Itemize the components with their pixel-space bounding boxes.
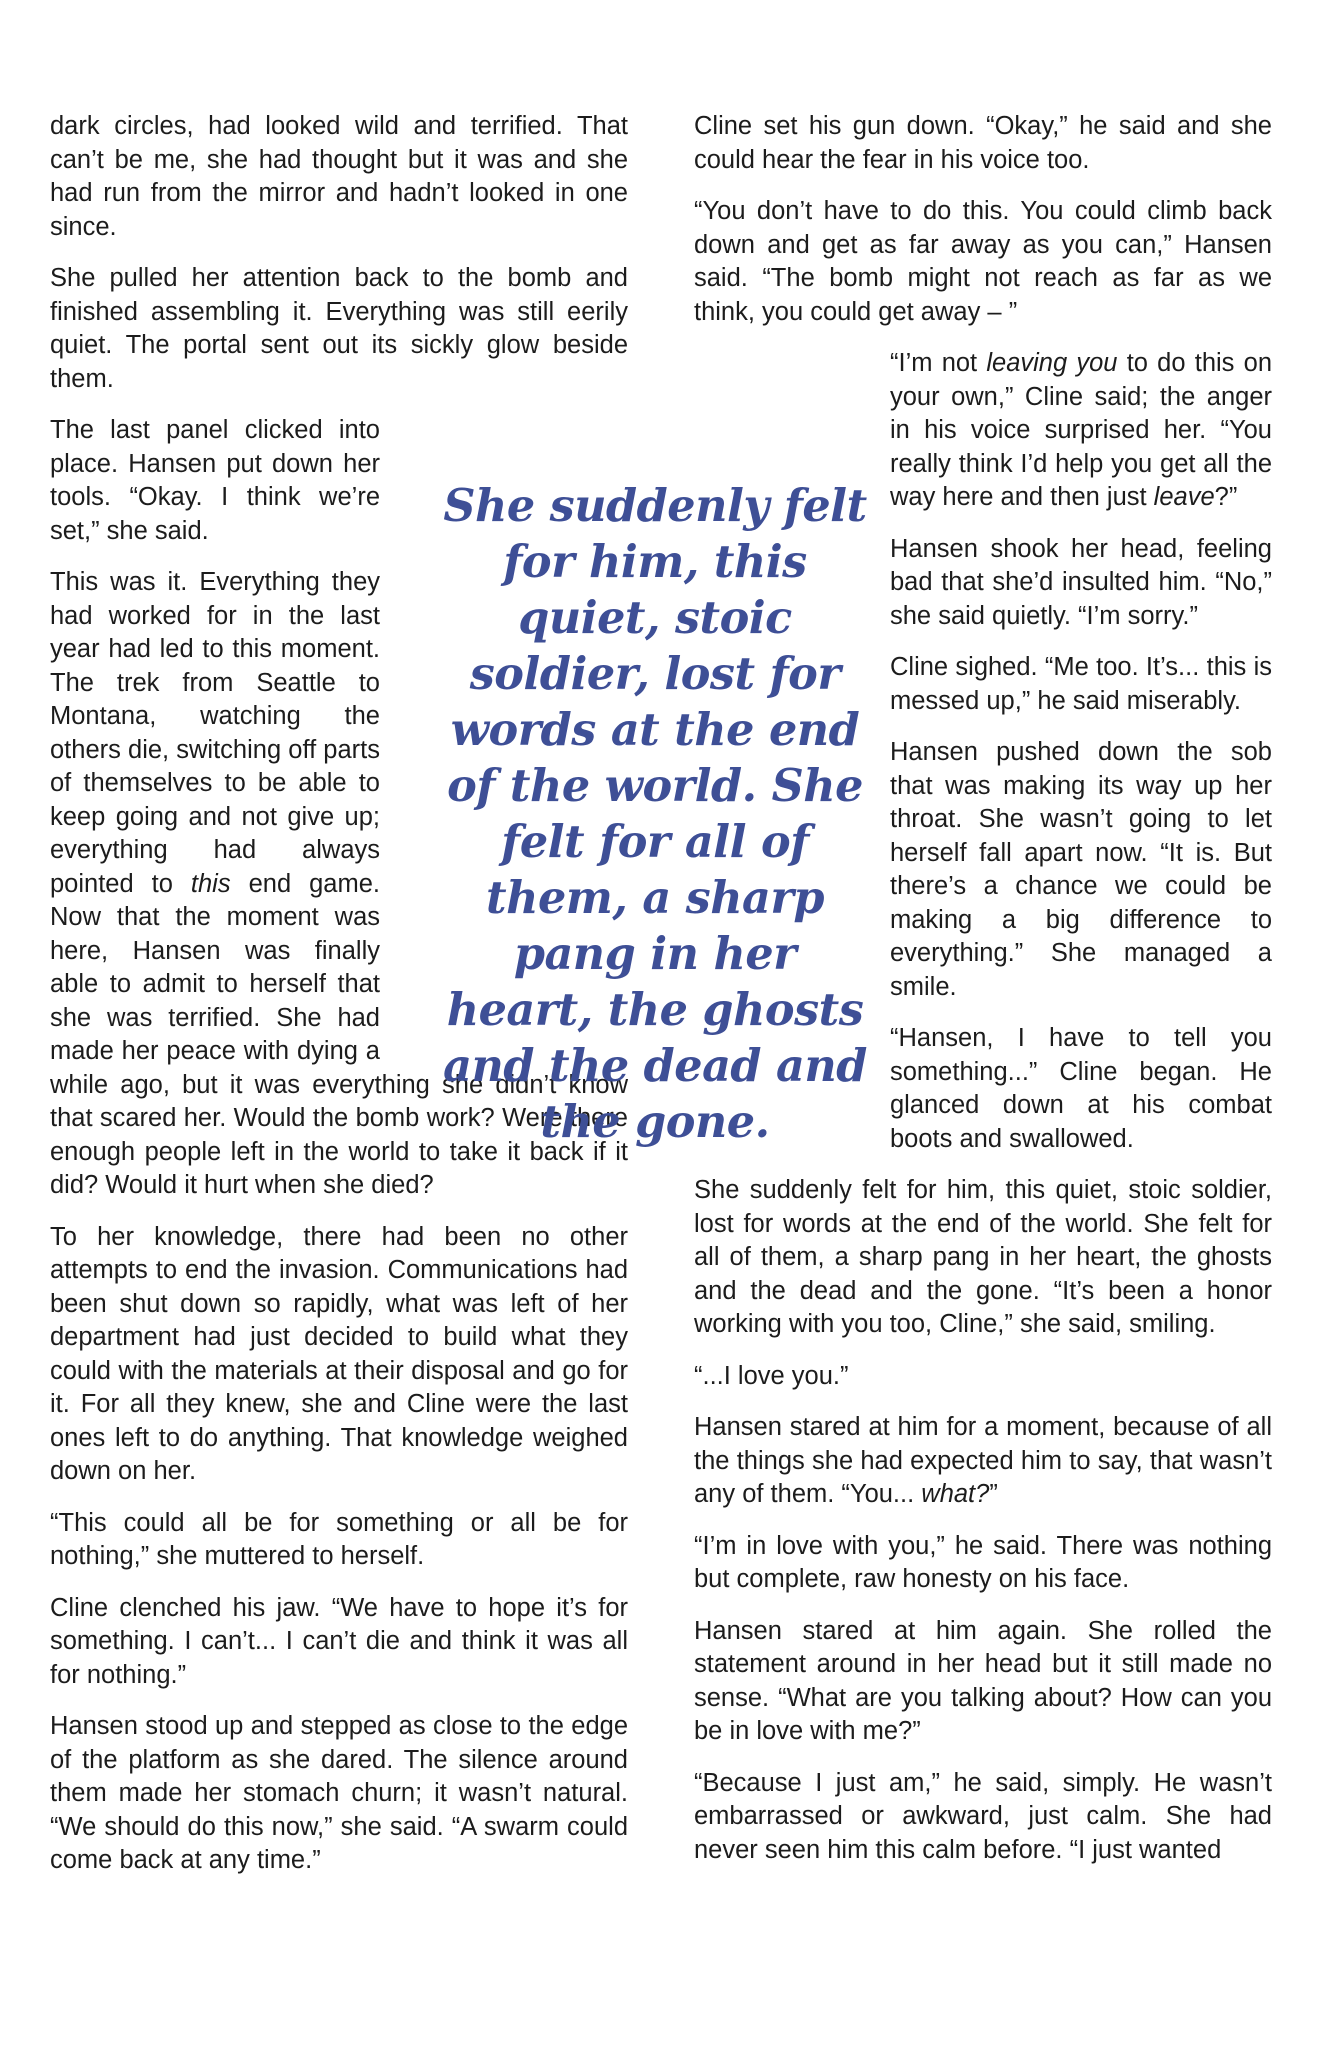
paragraph: Cline sighed. “Me too. It’s... this is messed up,” he said miserably. [890, 653, 1272, 715]
paragraph: “You don’t have to do this. You could climb back down and get as far away as you can,” Hansen said. “The bomb might not reach as far as we think, you could get away – ” [694, 197, 1272, 326]
pull-quote: She suddenly felt for him, this quiet, stoic soldier, lost for words at the end of the world. She felt for all of them, a sharp pang in her heart, the ghosts and the dead and the gone. [443, 480, 867, 1148]
paragraph: “I’m in love with you,” he said. There was nothing but complete, raw honesty on his face. [694, 1531, 1272, 1593]
paragraph: She pulled her attention back to the bomb and finished assembling it. Everything was still eerily quiet. The portal sent out its sickly glow beside them. [50, 264, 628, 393]
paragraph: dark circles, had looked wild and terrified. That can’t be me, she had thought but it was and she had run from the mirror and hadn’t looked in one since. [50, 112, 628, 241]
paragraph: Hansen stared at him again. She rolled the statement around in her head but it still made no sense. “What are you talking about? How can you be in love with me?” [694, 1616, 1272, 1745]
paragraph: The last panel clicked into place. Hansen put down her tools. “Okay. I think we’re set,” she said. [50, 416, 380, 545]
paragraph [694, 1411, 1272, 1512]
emphasis: this [190, 869, 231, 898]
paragraph: “Because I just am,” he said, simply. He wasn’t embarrassed or awkward, just calm. She had never seen him this calm before. “I just wanted [694, 1768, 1272, 1864]
emphasis: what? [921, 1480, 990, 1508]
paragraph: Hansen pushed down the sob that was making its way up her throat. She wasn’t going to let herself fall apart now. “It is. But there’s a chance we could be making a big difference to everything.” She managed a smile. [890, 738, 1272, 1001]
text-run: ?” [1214, 483, 1238, 511]
text-run: end game. Now that the moment was here, Hansen was finally able to admit to herself that she was terrified. She had made her peace with dying a while ago, but it was everything she didn’t know that scared her. Would the bomb work? Were there enough people left in the world to take it back if it did? Would it hurt when she died? [50, 869, 628, 1199]
paragraph: “...I love you.” [694, 1361, 849, 1390]
paragraph: Cline clenched his jaw. “We have to hope it’s for something. I can’t... I can’t die and think it was all for nothing.” [50, 1593, 628, 1689]
paragraph: Cline set his gun down. “Okay,” he said and she could hear the fear in his voice too. [694, 112, 1272, 174]
text-run: “I’m not [890, 349, 987, 377]
paragraph: To her knowledge, there had been no other attempts to end the invasion. Communications had been shut down so rapidly, what was left of her department had just decided to build what they could with the materials at their disposal and go for it. For all they knew, she and Cline were the last ones left to do anything. That knowledge weighed down on her. [50, 1222, 628, 1485]
paragraph: “This could all be for something or all be for nothing,” she muttered to herself. [50, 1508, 628, 1570]
paragraph: Hansen stood up and stepped as close to the edge of the platform as she dared. The silence around them made her stomach churn; it wasn’t natural. “We should do this now,” she said. “A swarm could come back at any time.” [50, 1712, 628, 1874]
text-run: ” [989, 1480, 998, 1508]
emphasis: leaving you [986, 349, 1118, 377]
paragraph: She suddenly felt for him, this quiet, stoic soldier, lost for words at the end of the world. She felt for all of them, a sharp pang in her heart, the ghosts and the dead and the gone. “It’s been a honor working with you too, Cline,” she said, smiling. [694, 1176, 1272, 1338]
paragraph: Hansen shook her head, feeling bad that she’d insulted him. “No,” she said quietly. “I’m sorry.” [890, 534, 1272, 630]
text-run: to do this on your own,” Cline said; the anger in his voice surprised her. “You really think I’d help you get all the way here and then just [890, 349, 1273, 511]
emphasis: leave [1153, 483, 1215, 511]
text-run: This was it. Everything they had worked for in the last year had led to this moment. The trek from Seattle to Montana, watching the others die, switching off parts of themselves to be able to keep going and not give up; everything had always pointed to [50, 568, 380, 898]
text-run: Hansen stared at him for a moment, because of all the things she had expected him to say, that wasn’t any of them. “You... [694, 1413, 1272, 1508]
paragraph: “Hansen, I have to tell you something...” Cline began. He glanced down at his combat boots and swallowed. [890, 1024, 1272, 1153]
